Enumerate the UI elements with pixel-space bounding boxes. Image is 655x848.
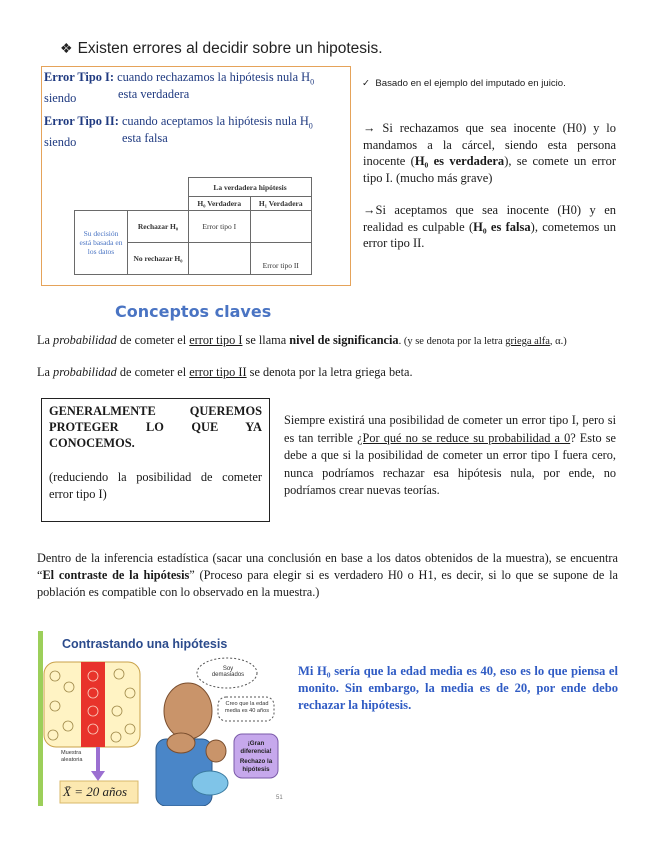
decision-table: La verdadera hipótesis H₀ Verdadera H₁ Verdadera Su decisión está basada en los datos Rechazar H₀ Error tipo I No rechazar H₀ Error tipo II <box>74 177 312 275</box>
diamond-bullet-icon: ❖ <box>60 40 73 56</box>
kid-figure <box>192 771 228 795</box>
note-error-tipo-1: → Si rechazamos que sea inocente (H0) y lo mandamos a la cárcel, siendo esta persona inocente (H₀ es verdadera), se comete un error tipo I. (mucho más grave) <box>363 121 617 185</box>
example-note: ✓ Basado en el ejemplo del imputado en juicio. <box>362 78 566 89</box>
error-tipo-2: Error Tipo II: cuando aceptamos la hipótesis nula $H_0$ siendo <box>44 114 313 150</box>
green-strip <box>38 631 43 806</box>
concepts-title: Conceptos claves <box>115 302 272 321</box>
hypothesis-illustration: Contrastando una hipótesis Soy demasiados Creo que la edad media es 40 años Muestra aleatoria X̄ = 20 años ¡Gran diferencia! Rechazo la hipótesis 51 <box>38 631 289 806</box>
note-error-tipo-2: →Si aceptamos que sea inocente (H0) y en realidad es culpable (H₀ es falsa), cometemos un error tipo II. <box>363 203 617 250</box>
illustration-title: Contrastando una hipótesis <box>62 637 228 651</box>
check-icon: ✓ <box>362 78 371 89</box>
error-types-figure: Error Tipo I: cuando rechazamos la hipótesis nula $H_0$ siendo esta verdadera Error Tipo II: cuando aceptamos la hipótesis nula $H_0$ siendo esta falsa La verdadera hipótesis H₀ Verdadera H₁ Verdadera Su decisión está basada en los datos Rechazar H₀ Error tipo I No rechazar H₀ Error tipo II <box>41 66 351 286</box>
section-heading: ❖ Existen errores al decidir sobre un hipotesis. <box>60 40 383 57</box>
beta-definition: La probabilidad de cometer el error tipo II se denota por la letra griega beta. <box>37 365 413 379</box>
alpha-definition: La probabilidad de cometer el error tipo I se llama nivel de significancia. (y se denota por la letra griega alfa, α.) <box>37 333 567 347</box>
protect-known-box <box>41 398 270 522</box>
error-tipo-1: Error Tipo I: cuando rechazamos la hipótesis nula $H_0$ siendo <box>44 70 315 106</box>
inference-paragraph: Dentro de la inferencia estadística (sacar una conclusión en base a los datos obtenidos de la muestra), se encuentra “El contraste de la hipótesis” (Proceso para elegir si es verdadero H0 o H1, es decir, si lo que se supone de la población es compatible con lo observado en la muestra.) <box>37 551 619 599</box>
man-head <box>164 683 212 739</box>
reduce-error-note: (reduciendo la posibilidad de cometer error tipo I) <box>49 470 262 501</box>
sample-mean: X̄ = 20 años <box>63 784 128 799</box>
protect-known-text: GENERALMENTE QUEREMOS PROTEGER LO QUE YA CONOCEMOS. <box>49 404 262 450</box>
why-not-zero-paragraph: Siempre existirá una posibilidad de cometer un error tipo I, pero si es tan terrible ¿Por qué no se reduce su probabilidad a 0? Esto se debe a que si la posibilidad de cometer un error tipo I fuera cero, nunca podríamos rechazar esa hipótesis nula, por ende, no podríamos crear nuevas teorías. <box>284 413 617 497</box>
example-conclusion: Mi H₀ sería que la edad media es 40, eso es lo que piensa el monito. Sin embargo, la media es de 20, por ende debo rechazar la hipótesis. <box>298 664 618 712</box>
illustration-drawing <box>38 631 289 806</box>
